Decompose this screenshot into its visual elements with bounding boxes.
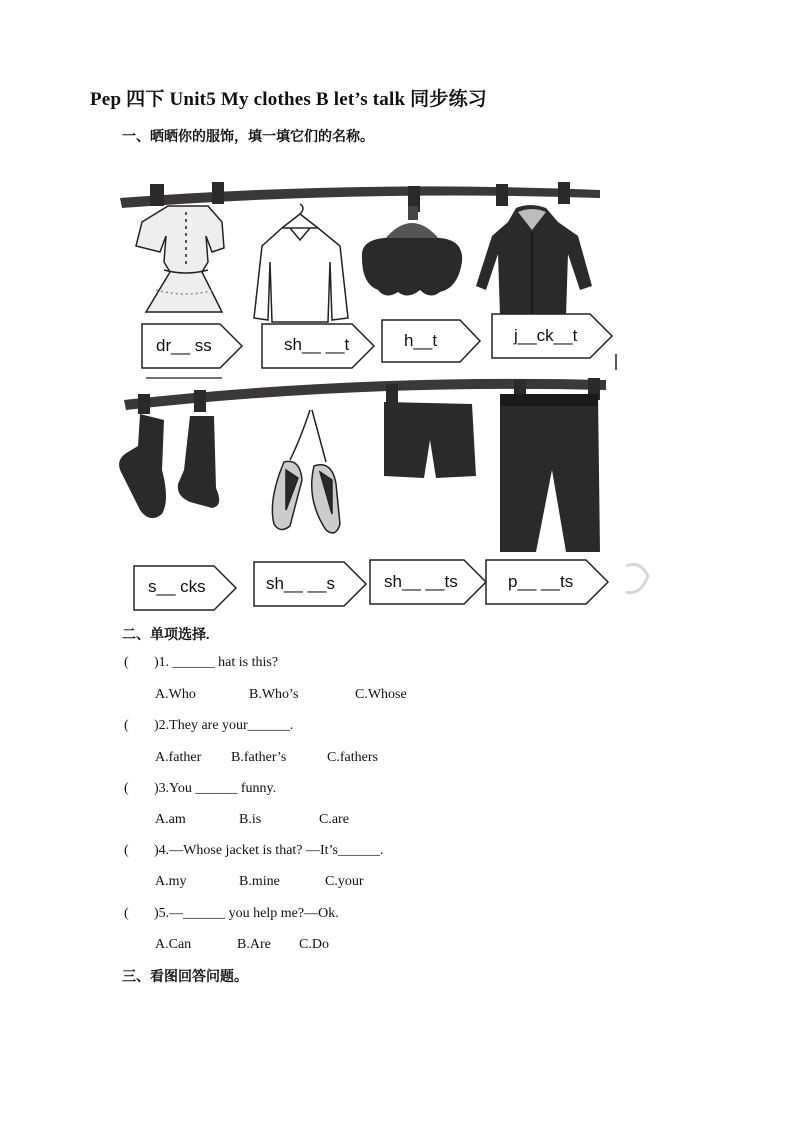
answer-blank[interactable]: ( [124,718,129,733]
socks-icon [119,414,219,518]
section1-heading: 一、晒晒你的服饰，填一填它们的名称。 [122,130,374,145]
option-c[interactable]: C.your [325,874,364,889]
option-b[interactable]: B.Are [237,937,271,952]
faint-watermark [626,564,648,592]
shoes-icon [272,410,340,533]
option-b[interactable]: B.Who’s [249,687,299,702]
question-2: ( )2.They are your______. [124,718,294,733]
shorts-icon [384,402,476,478]
pants-icon [500,394,600,552]
label-shorts: sh__ __ts [384,572,458,591]
option-a[interactable]: A.father [155,750,202,765]
answer-blank[interactable]: ( [124,843,129,858]
label-shirt: sh__ __t [284,335,350,354]
question-5: ( )5.—______ you help me?—Ok. [124,906,339,921]
label-jacket: j__ck__t [514,326,578,345]
jacket-icon [476,205,592,316]
dress-icon [136,206,224,312]
shirt-icon [254,204,348,322]
label-pants: p__ __ts [508,572,574,591]
option-a[interactable]: A.Can [155,937,192,952]
option-c[interactable]: C.Whose [355,687,407,702]
label-dress: dr__ ss [156,336,212,355]
option-b[interactable]: B.mine [239,874,280,889]
option-a[interactable]: A.am [155,812,186,827]
question-1: ( )1. ______ hat is this? [124,655,279,670]
option-a[interactable]: A.Who [155,687,196,702]
page-title: Pep 四下 Unit5 My clothes B let’s talk 同步练习 [90,89,487,110]
label-hat: h__t [404,331,438,350]
label-socks: s__ cks [148,577,206,596]
option-c[interactable]: C.Do [299,937,329,952]
option-c[interactable]: C.are [319,812,349,827]
label-shoes: sh__ __s [266,574,335,593]
answer-blank[interactable]: ( [124,781,129,796]
section3-heading: 三、看图回答问题。 [122,970,248,985]
question-3: ( )3.You ______ funny. [124,781,277,796]
answer-blank[interactable]: ( [124,906,129,921]
hat-icon [362,206,462,296]
option-c[interactable]: C.fathers [327,750,378,765]
top-rail [120,186,600,208]
answer-blank[interactable]: ( [124,655,129,670]
option-a[interactable]: A.my [155,874,187,889]
section2-heading: 二、单项选择. [122,628,210,643]
option-b[interactable]: B.father’s [231,750,287,765]
question-4: ( )4.—Whose jacket is that? —It’s______. [124,843,384,858]
option-b[interactable]: B.is [239,812,262,827]
